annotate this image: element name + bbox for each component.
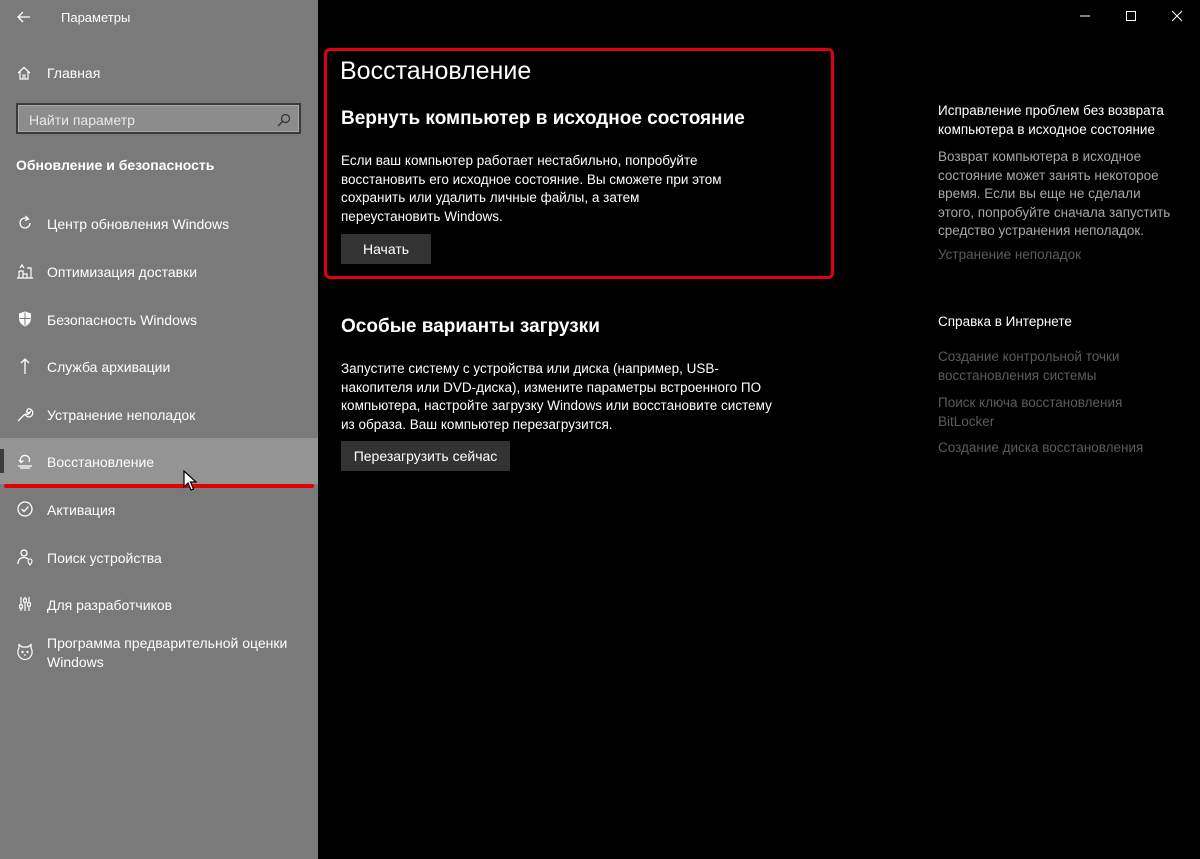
sidebar-item-backup[interactable]	[0, 343, 318, 389]
sidebar	[0, 0, 318, 859]
back-arrow-icon	[17, 11, 31, 23]
minimize-icon	[1079, 10, 1091, 22]
sidebar-item-find-device[interactable]	[0, 534, 318, 580]
sidebar-item-windows-security[interactable]	[0, 296, 318, 342]
back-button[interactable]	[10, 4, 38, 30]
advanced-startup-description: Запустите систему с устройства или диска (например, USB-накопителя или DVD-диска), измените параметры встроенного ПО компьютера, настройте загрузку Windows или восстановите систему из образа. Ваш компьютер перезагрузится.	[341, 361, 772, 432]
page-title: Восстановление	[340, 57, 532, 85]
online-help-heading: Справка в Интернете	[938, 314, 1072, 329]
sidebar-item-activation[interactable]	[0, 486, 318, 532]
delivery-optimization-icon	[16, 262, 34, 280]
troubleshoot-heading: Исправление проблем без возврата компьютера в исходное состояние	[938, 103, 1164, 137]
search-box[interactable]	[16, 103, 301, 134]
close-button[interactable]	[1154, 0, 1200, 32]
reset-heading: Вернуть компьютер в исходное состояние	[341, 108, 745, 129]
sidebar-item-label: Для разработчиков	[47, 597, 173, 613]
sidebar-item-troubleshoot[interactable]	[0, 391, 318, 437]
troubleshoot-text: Возврат компьютера в исходное состояние может занять некоторое время. Если вы еще не сделали этого, попробуйте сначала запустить средство устранения неполадок.	[938, 149, 1171, 238]
app-title: Параметры	[61, 10, 131, 25]
minimize-button[interactable]	[1062, 0, 1108, 32]
sidebar-item-insider[interactable]	[0, 634, 318, 684]
home-label: Главная	[47, 65, 101, 81]
person-location-icon	[16, 548, 34, 566]
advanced-startup-heading: Особые варианты загрузки	[341, 316, 600, 337]
mouse-cursor-icon	[183, 470, 197, 492]
reset-description: Если ваш компьютер работает нестабильно, попробуйте восстановить его исходное состояние. Вы сможете при этом сохранить или удалить личные файлы, а затем переустановить Windows.	[341, 153, 722, 224]
help-link-bitlocker-key[interactable]: Поиск ключа восстановления BitLocker	[938, 395, 1123, 429]
search-input[interactable]	[18, 105, 299, 132]
active-indicator	[0, 449, 4, 473]
insider-cat-icon	[16, 643, 34, 661]
sidebar-item-label: Активация	[47, 502, 116, 518]
developer-sliders-icon	[16, 595, 34, 613]
search-placeholder: Найти параметр	[29, 112, 135, 128]
search-icon[interactable]	[277, 113, 291, 127]
maximize-button[interactable]	[1108, 0, 1154, 32]
wrench-icon	[16, 405, 34, 423]
sidebar-item-recovery[interactable]	[0, 438, 318, 484]
shield-icon	[16, 310, 34, 328]
sidebar-item-label: Программа предварительной оценки Windows	[47, 635, 288, 670]
recovery-icon	[16, 452, 34, 470]
sidebar-item-home[interactable]	[0, 58, 318, 88]
backup-arrow-icon	[16, 357, 34, 375]
refresh-icon	[16, 214, 34, 232]
help-link-restore-point[interactable]: Создание контрольной точки восстановления системы	[938, 349, 1120, 383]
sidebar-item-label: Оптимизация доставки	[47, 264, 198, 280]
section-title: Обновление и безопасность	[16, 157, 215, 173]
sidebar-item-label: Безопасность Windows	[47, 312, 197, 328]
sidebar-item-developers[interactable]	[0, 581, 318, 627]
home-icon	[16, 65, 32, 81]
sidebar-item-label: Устранение неполадок	[47, 407, 196, 423]
sidebar-item-delivery-optimization[interactable]	[0, 248, 318, 294]
sidebar-item-windows-update[interactable]	[0, 200, 318, 246]
help-link-recovery-drive[interactable]: Создание диска восстановления	[938, 440, 1144, 455]
troubleshoot-link[interactable]: Устранение неполадок	[938, 247, 1082, 262]
check-circle-icon	[16, 500, 34, 518]
sidebar-item-label: Восстановление	[47, 454, 155, 470]
sidebar-item-label: Служба архивации	[47, 359, 171, 375]
sidebar-item-label: Центр обновления Windows	[47, 216, 230, 232]
start-reset-button[interactable]: Начать	[341, 234, 431, 264]
sidebar-item-label: Поиск устройства	[47, 550, 162, 566]
maximize-icon	[1125, 10, 1137, 22]
close-icon	[1171, 10, 1183, 22]
restart-now-button[interactable]: Перезагрузить сейчас	[341, 441, 510, 471]
